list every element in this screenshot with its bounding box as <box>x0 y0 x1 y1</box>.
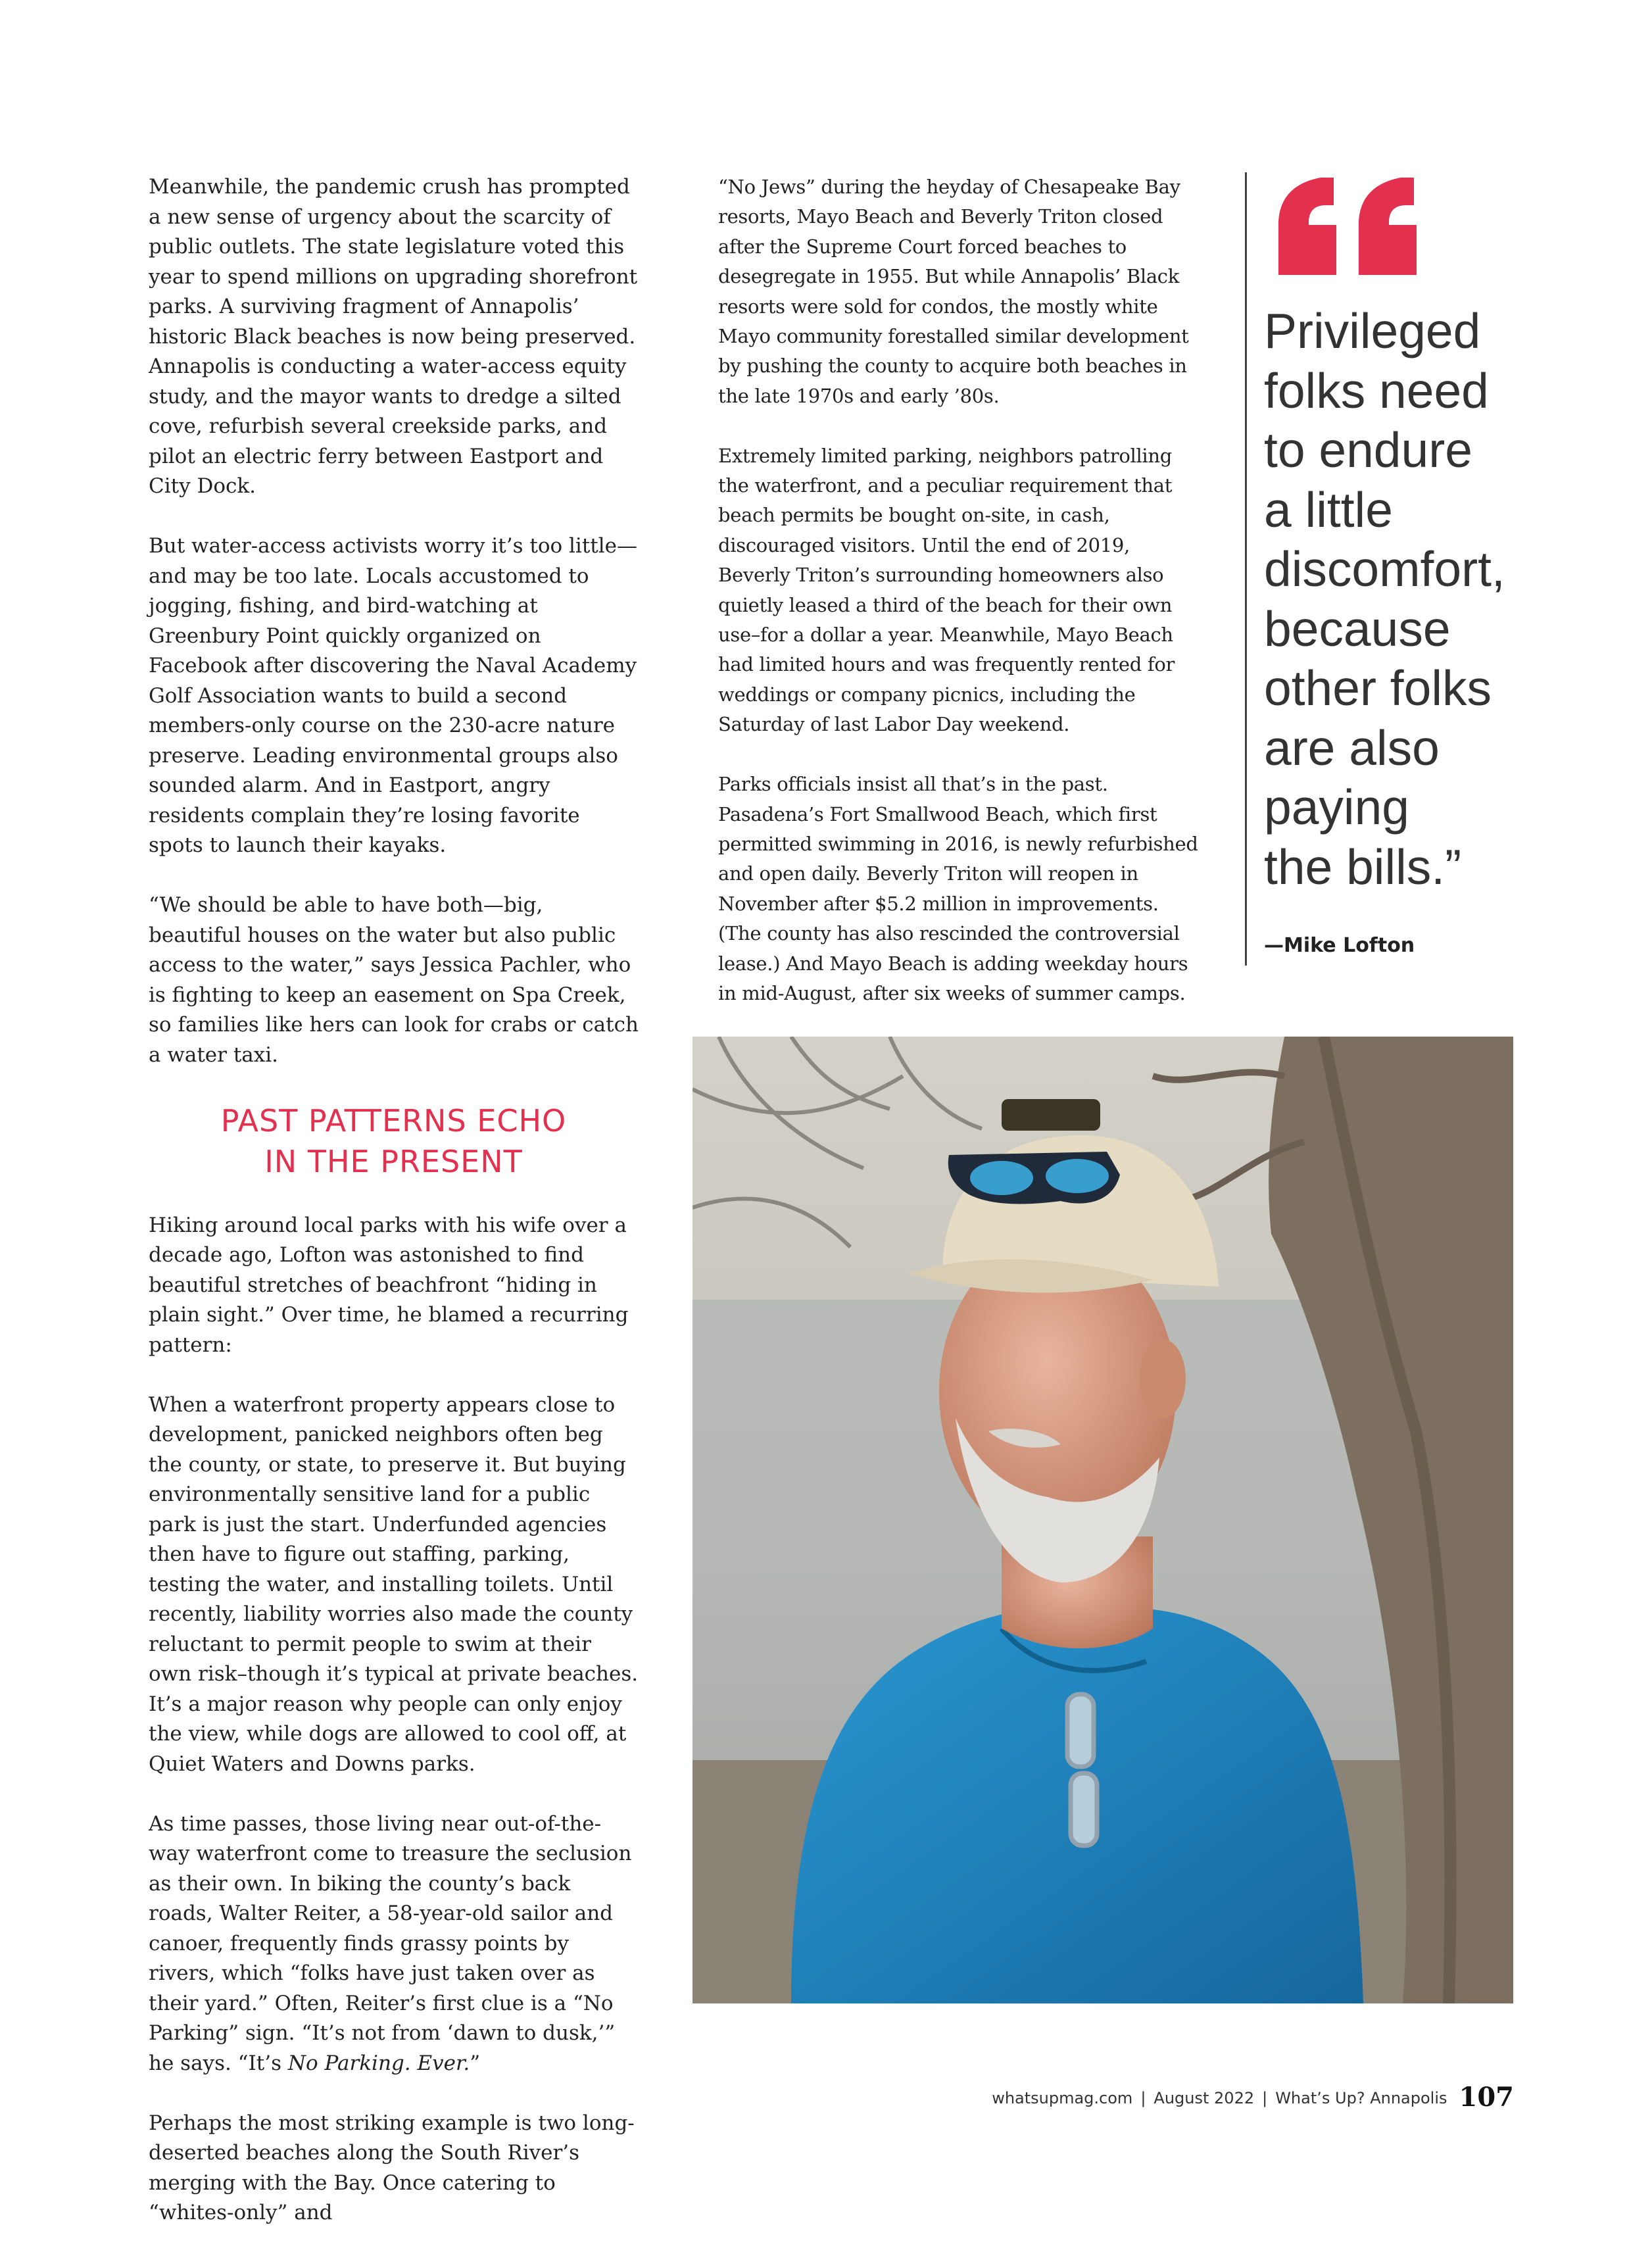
pull-quote <box>1245 172 1536 966</box>
page-number: 107 <box>1459 2082 1514 2113</box>
page-footer <box>992 2082 1514 2113</box>
pull-quote-line: to endure <box>1264 422 1472 478</box>
pull-quote-line: because <box>1264 601 1451 656</box>
paragraph: Extremely limited parking, neighbors patrolling the waterfront, and a peculiar requirement that beach permits be bought on-site, in cash, discouraged visitors. Until the end of 2019, Beverly Triton’s surrounding homeowners also quietly leased a third of the beach for their own use–for a dollar a year. Meanwhile, Mayo Beach had limited hours and was frequently rented for weddings or company picnics, including the Saturday of last Labor Day weekend. <box>718 444 1175 736</box>
paragraph: Hiking around local parks with his wife over a decade ago, Lofton was astonished to find beautiful stretches of beachfront “hiding in plain sight.” Over time, he blamed a recurring pattern: <box>149 1213 629 1357</box>
section-heading-line: PAST PATTERNS ECHO <box>220 1102 567 1139</box>
pull-quote-line: paying <box>1264 779 1410 835</box>
pull-quote-attribution: —Mike Lofton <box>1264 934 1415 957</box>
pull-quote-line: the bills.” <box>1264 839 1462 895</box>
pull-quote-line: discomfort, <box>1264 541 1505 597</box>
paragraph: When a waterfront property appears close to development, panicked neighbors often beg the county, or state, to preserve it. But buying environmentally sensitive land for a public park is just the start. Underfunded agencies then have to figure out staffing, parking, testing the water, and installing toilets. Until recently, liability worries also made the county reluctant to permit people to swim at their own risk–though it’s typical at private beaches. It’s a major reason why people can only enjoy the view, while dogs are allowed to cool off, at Quiet Waters and Downs parks. <box>149 1392 639 1776</box>
emphasis-text: No Parking. Ever. <box>287 2051 470 2075</box>
footer-divider: | <box>1262 2089 1268 2107</box>
paragraph-text: As time passes, those living near out-of-the-way waterfront come to treasure the seclusion as their own. In biking the county’s back roads, Walter Reiter, a 58-year-old sailor and canoer, frequently finds grassy points by rivers, which “folks have just taken over as their yard.” Often, Reiter’s first clue is a “No Parking” sign. “It’s not from ‘dawn to dusk,’” he says. “It’s <box>149 1811 632 2075</box>
pull-quote-line: other folks <box>1264 660 1492 716</box>
man-in-cap-photo <box>692 1037 1513 2003</box>
pull-quote-text <box>1264 301 1540 896</box>
paragraph: Meanwhile, the pandemic crush has prompted a new sense of urgency about the scarcity of public outlets. The state legislature voted this year to spend millions on upgrading shorefront parks. A surviving fragment of Annapolis’ historic Black beaches is now being preserved. Annapolis is conducting a water-access equity study, and the mayor wants to dredge a silted cove, refurbish several creekside parks, and pilot an electric ferry between Eastport and City Dock. <box>149 175 638 498</box>
article-column-middle <box>718 172 1205 1039</box>
paragraph: “We should be able to have both—big, beautiful houses on the water but also public access to the water,” says Jessica Pachler, who is fighting to keep an easement on Spa Creek, so families like hers can look for crabs or catch a water taxi. <box>149 893 639 1067</box>
footer-publication: What’s Up? Annapolis <box>1275 2089 1447 2107</box>
pull-quote-line: folks need <box>1264 362 1489 418</box>
paragraph: But water-access activists worry it’s too little—and may be too late. Locals accustomed to jogging, fishing, and bird-watching at Greenbury Point quickly organized on Facebook after discovering the Naval Academy Golf Association wants to build a second members-only course on the 230-acre nature preserve. Leading environmental groups also sounded alarm. And in Eastport, angry residents complain they’re losing favorite spots to launch their kayaks. <box>149 534 638 857</box>
section-heading-line: IN THE PRESENT <box>264 1143 523 1179</box>
paragraph: Parks officials insist all that’s in the past. Pasadena’s Fort Smallwood Beach, which first permitted swimming in 2016, is newly refurbished and open daily. Beverly Triton will reopen in November after $5.2 million in improvements. (The county has also rescinded the controversial lease.) And Mayo Beach is adding weekday hours in mid-August, after six weeks of summer camps. <box>718 773 1198 1004</box>
paragraph: “No Jews” during the heyday of Chesapeake Bay resorts, Mayo Beach and Beverly Triton closed after the Supreme Court forced beaches to desegregate in 1955. But while Annapolis’ Black resorts were sold for condos, the mostly white Mayo community forestalled similar development by pushing the county to acquire both beaches in the late 1970s and early ’80s. <box>718 176 1189 407</box>
footer-divider: | <box>1140 2089 1146 2107</box>
closing-quote: ” <box>470 2051 481 2075</box>
pull-quote-line: are also <box>1264 720 1440 775</box>
pull-quote-line: a little <box>1264 481 1393 537</box>
footer-site: whatsupmag.com <box>992 2089 1133 2107</box>
article-column-left <box>149 172 639 2258</box>
section-heading <box>149 1100 639 1182</box>
portrait-photo <box>692 1037 1513 2003</box>
paragraph <box>149 1809 639 2079</box>
quote-mark-icon <box>1273 176 1424 275</box>
footer-issue: August 2022 <box>1154 2089 1255 2107</box>
paragraph: Perhaps the most striking example is two long-deserted beaches along the South River’s merging with the Bay. Once catering to “whites-only” and <box>149 2111 635 2224</box>
pull-quote-line: Privileged <box>1264 303 1481 358</box>
